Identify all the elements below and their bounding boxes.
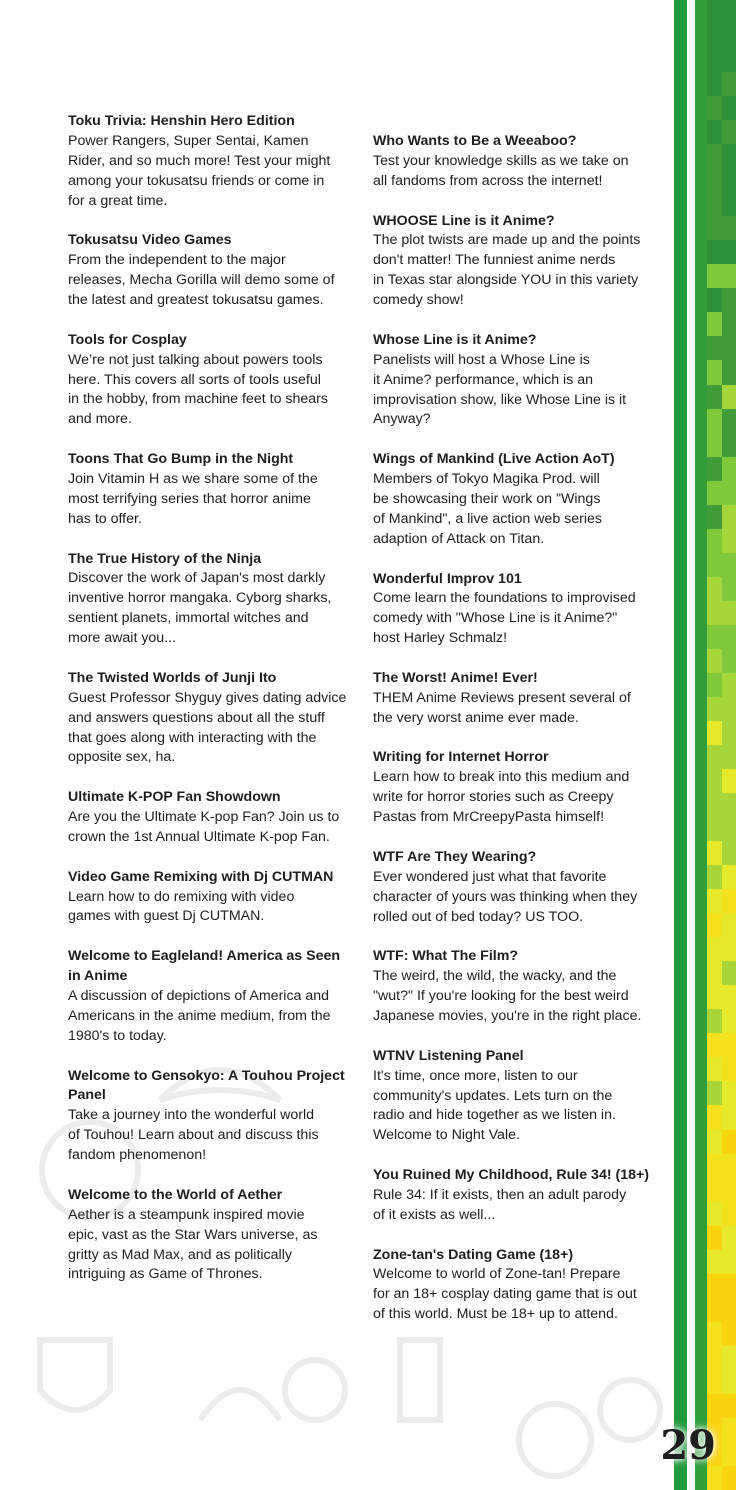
panel-title: You Ruined My Childhood, Rule 34! (18+)	[373, 1167, 650, 1184]
panel-description: Aether is a steampunk inspired movie epic, vast as the Star Wars universe, as gritty as Mad Max, and as politically intriguing as Game of Thrones.	[68, 1206, 318, 1283]
pixel-cell	[707, 216, 722, 241]
panel-description: It's time, once more, listen to our community's updates. Lets turn on the radio and hide together as we listen in. Welcome to Night Vale.	[373, 1067, 616, 1144]
list-item	[68, 669, 358, 769]
panel-title: Wonderful Improv 101	[373, 570, 522, 587]
ring-icon	[600, 1380, 660, 1440]
pixel-cell	[707, 961, 722, 986]
panel-title: WTF: What The Film?	[373, 948, 518, 965]
panel-description: Ever wondered just what that favorite character of yours was thinking when they rolled out of bed today? US TOO.	[373, 868, 638, 925]
pixel-cell	[722, 433, 736, 458]
pixel-cell	[707, 793, 722, 818]
pixel-cell	[722, 336, 736, 361]
panel-title: Welcome to Eagleland! America as Seen in Anime	[68, 948, 341, 985]
panel-title: Zone-tan's Dating Game (18+)	[373, 1246, 574, 1263]
pixel-cell	[707, 1057, 722, 1082]
pixel-cell	[707, 360, 722, 385]
pixel-cell	[722, 697, 736, 722]
pixel-cell	[707, 721, 722, 746]
pixel-cell	[722, 1322, 736, 1347]
pixel-cell	[707, 553, 722, 578]
pixel-cell	[722, 120, 736, 145]
panel-description: Test your knowledge skills as we take on all fandoms from across the internet!	[373, 152, 629, 189]
list-item	[68, 947, 358, 1047]
police-box-icon	[400, 1340, 440, 1420]
pixel-cell	[707, 529, 722, 554]
panel-title: Writing for Internet Horror	[373, 749, 549, 766]
pixel-cell	[707, 168, 722, 193]
pixel-gradient-strip	[707, 0, 736, 1490]
panel-title: The Worst! Anime! Ever!	[373, 669, 538, 686]
pixel-cell	[722, 288, 736, 313]
panel-description: Members of Tokyo Magika Prod. will be showcasing their work on "Wings of Mankind", a live action web series adaption of Attack on Titan.	[373, 471, 602, 547]
pixel-cell	[707, 336, 722, 361]
panel-title: WTNV Listening Panel	[373, 1047, 524, 1064]
claw-icon	[200, 1390, 280, 1420]
panel-description: The weird, the wild, the wacky, and the "wut?" If you're looking for the best weird Japanese movies, you're in the right place.	[373, 968, 642, 1024]
shield-icon	[40, 1340, 110, 1410]
mushroom-icon	[285, 1360, 345, 1420]
pixel-cell	[722, 409, 736, 434]
pixel-cell	[722, 721, 736, 746]
pixel-cell	[707, 385, 722, 410]
panel-description: Guest Professor Shyguy gives dating advice and answers questions about all the stuff that goes along with interacting with the opposite sex, ha.	[68, 689, 347, 766]
panel-title: WTF Are They Wearing?	[373, 848, 537, 865]
panel-description: Power Rangers, Super Sentai, Kamen Rider, and so much more! Test your might among your tokusatsu friends or come in for a great time.	[68, 132, 331, 209]
list-item	[373, 947, 663, 1027]
pixel-cell	[722, 625, 736, 650]
pixel-cell	[722, 1009, 736, 1034]
pixel-cell	[722, 601, 736, 626]
panel-description: Are you the Ultimate K-pop Fan? Join us to crown the 1st Annual Ultimate K-pop Fan.	[68, 809, 340, 845]
list-item	[373, 570, 663, 650]
pixel-cell	[707, 240, 722, 265]
pixel-cell	[722, 1081, 736, 1106]
pixel-cell	[707, 144, 722, 169]
pixel-cell	[722, 48, 736, 73]
list-item	[68, 550, 358, 650]
pixel-cell	[722, 360, 736, 385]
panel-title: Welcome to the World of Aether	[68, 1186, 283, 1203]
pixel-cell	[722, 1346, 736, 1371]
panel-description: From the independent to the major releases, Mecha Gorilla will demo some of the latest and greatest tokusatsu games.	[68, 252, 335, 309]
left-column	[68, 112, 358, 1305]
pixel-cell	[707, 745, 722, 770]
pixel-cell	[707, 457, 722, 482]
pixel-cell	[722, 481, 736, 506]
pixel-cell	[722, 457, 736, 482]
list-item	[68, 788, 358, 848]
list-item	[68, 331, 358, 431]
page-number: 29	[660, 1422, 716, 1469]
panel-description: Take a journey into the wonderful world of Touhou! Learn about and discuss this fandom phenomenon!	[68, 1107, 319, 1164]
list-item	[68, 1067, 358, 1167]
list-item	[373, 212, 663, 312]
pixel-cell	[707, 985, 722, 1010]
pixel-cell	[722, 841, 736, 866]
pixel-cell	[722, 961, 736, 986]
panel-title: Who Wants to Be a Weeaboo?	[373, 133, 577, 149]
pixel-cell	[722, 1154, 736, 1179]
pixel-cell	[707, 120, 722, 145]
pixel-cell	[722, 529, 736, 554]
pixel-cell	[722, 769, 736, 794]
pixel-cell	[707, 697, 722, 722]
pixel-cell	[707, 841, 722, 866]
pixel-cell	[707, 601, 722, 626]
pixel-cell	[707, 1346, 722, 1371]
pixel-cell	[722, 216, 736, 241]
pixel-cell	[707, 577, 722, 602]
list-item	[68, 450, 358, 530]
panel-title: The Twisted Worlds of Junji Ito	[68, 669, 277, 686]
panel-description: The plot twists are made up and the points don't matter! The funniest anime nerds in Texas star alongside YOU in this variety comedy show!	[373, 232, 641, 309]
pixel-cell	[707, 409, 722, 434]
panel-title: Video Game Remixing with Dj CUTMAN	[68, 868, 334, 885]
pixel-cell	[722, 505, 736, 530]
panel-title: Whose Line is it Anime?	[373, 331, 537, 348]
panel-title: Toku Trivia: Henshin Hero Edition	[68, 113, 295, 129]
pixel-cell	[707, 649, 722, 674]
pixel-cell	[707, 264, 722, 289]
pixel-cell	[707, 673, 722, 698]
pixel-cell	[722, 673, 736, 698]
panel-description: Rule 34: If it exists, then an adult parody of it exists as well...	[373, 1186, 627, 1223]
pixel-cell	[707, 192, 722, 217]
pixel-cell	[707, 1033, 722, 1058]
panel-description: Learn how to break into this medium and write for horror stories such as Creepy Pastas from MrCreepyPasta himself!	[373, 769, 630, 826]
panel-description: Welcome to world of Zone-tan! Prepare for an 18+ cosplay dating game that is out of this world. Must be 18+ up to attend.	[373, 1266, 637, 1323]
pixel-cell	[707, 1298, 722, 1323]
pixel-cell	[722, 577, 736, 602]
pixel-cell	[722, 1057, 736, 1082]
pixel-cell	[722, 1178, 736, 1203]
panel-title: Tools for Cosplay	[68, 331, 187, 348]
pixel-cell	[707, 1322, 722, 1347]
pixel-cell	[722, 553, 736, 578]
panel-title: Welcome to Gensokyo: A Touhou Project Panel	[68, 1067, 345, 1104]
panel-title: Ultimate K-POP Fan Showdown	[68, 789, 281, 806]
pixel-cell	[722, 1442, 736, 1467]
stripe-gap	[687, 0, 695, 1490]
pixel-cell	[722, 1394, 736, 1419]
pixel-cell	[707, 817, 722, 842]
pixel-cell	[722, 385, 736, 410]
list-item	[373, 848, 663, 928]
pixel-cell	[722, 745, 736, 770]
pixel-cell	[722, 1418, 736, 1443]
pixel-cell	[707, 1130, 722, 1155]
pixel-cell	[707, 72, 722, 97]
pixel-cell	[722, 1250, 736, 1275]
list-item	[373, 669, 663, 729]
list-item	[68, 112, 358, 212]
list-item	[373, 1166, 663, 1226]
pixel-cell	[707, 1081, 722, 1106]
pixel-cell	[707, 481, 722, 506]
pixel-cell	[707, 937, 722, 962]
panel-description: Discover the work of Japan's most darkly inventive horror mangaka. Cyborg sharks, sentient planets, immortal witches and more await you...	[68, 570, 332, 647]
green-stripe-inner	[695, 0, 707, 1490]
panel-description: THEM Anime Reviews present several of the very worst anime ever made.	[373, 689, 631, 726]
list-item	[373, 331, 663, 431]
panel-title: Tokusatsu Video Games	[68, 232, 232, 249]
pixel-cell	[707, 312, 722, 337]
list-item	[68, 1186, 358, 1286]
pixel-cell	[707, 1105, 722, 1130]
pixel-cell	[722, 1226, 736, 1251]
panel-description: We’re not just talking about powers tools here. This covers all sorts of tools useful in the hobby, from machine feet to shears and more.	[68, 351, 328, 428]
panel-description: A discussion of depictions of America and Americans in the anime medium, from the 1980's to today.	[68, 988, 331, 1044]
pixel-cell	[722, 649, 736, 674]
pixel-cell	[722, 24, 736, 49]
pixel-cell	[722, 264, 736, 289]
pixel-cell	[707, 889, 722, 914]
pixel-cell	[722, 1130, 736, 1155]
pixel-cell	[707, 96, 722, 121]
pixel-cell	[707, 433, 722, 458]
list-item	[373, 748, 663, 828]
pixel-cell	[707, 0, 722, 25]
pixel-cell	[707, 1178, 722, 1203]
pixel-cell	[707, 1250, 722, 1275]
panel-title: WHOOSE Line is it Anime?	[373, 212, 555, 229]
pixel-cell	[707, 1226, 722, 1251]
panel-title: Toons That Go Bump in the Night	[68, 451, 294, 468]
pixel-cell	[707, 625, 722, 650]
panel-description: Come learn the foundations to improvised comedy with "Whose Line is it Anime?" host Harley Schmalz!	[373, 590, 636, 647]
pixel-cell	[722, 1105, 736, 1130]
panel-description: Join Vitamin H as we share some of the most terrifying series that horror anime has to offer.	[68, 470, 318, 527]
right-column	[373, 132, 663, 1345]
pixel-cell	[722, 312, 736, 337]
pixel-cell	[722, 72, 736, 97]
pixel-cell	[707, 1154, 722, 1179]
pixel-cell	[722, 817, 736, 842]
pixel-cell	[722, 985, 736, 1010]
pixel-cell	[722, 1274, 736, 1299]
list-item	[373, 132, 663, 192]
pixel-cell	[722, 1298, 736, 1323]
pixel-cell	[707, 769, 722, 794]
list-item	[373, 1047, 663, 1147]
pixel-cell	[707, 48, 722, 73]
panel-description: Learn how to do remixing with video games with guest Dj CUTMAN.	[68, 888, 295, 925]
pixel-cell	[722, 865, 736, 890]
pixel-cell	[722, 1033, 736, 1058]
pixel-cell	[707, 1202, 722, 1227]
pixel-cell	[722, 937, 736, 962]
panel-title: The True History of the Ninja	[68, 550, 262, 567]
pixel-cell	[707, 1009, 722, 1034]
list-item	[68, 231, 358, 311]
pixel-cell	[707, 1370, 722, 1395]
pixel-cell	[707, 1274, 722, 1299]
green-stripe-outer	[674, 0, 687, 1490]
pixel-cell	[722, 96, 736, 121]
pixel-cell	[707, 288, 722, 313]
pixel-cell	[722, 240, 736, 265]
pixel-cell	[722, 1202, 736, 1227]
pixel-cell	[722, 1466, 736, 1490]
panel-description: Panelists will host a Whose Line is it Anime? performance, which is an improvisation show, like Whose Line is it Anyway?	[373, 351, 627, 428]
pixel-cell	[707, 913, 722, 938]
pentagram-circle-icon	[519, 1404, 591, 1476]
pixel-cell	[722, 192, 736, 217]
pixel-cell	[707, 505, 722, 530]
pixel-cell	[722, 913, 736, 938]
pixel-cell	[722, 889, 736, 914]
panel-title: Wings of Mankind (Live Action AoT)	[373, 451, 615, 468]
pixel-cell	[707, 1394, 722, 1419]
pixel-cell	[722, 0, 736, 25]
list-item	[68, 868, 358, 928]
list-item	[373, 1246, 663, 1326]
list-item	[373, 450, 663, 550]
pixel-cell	[707, 865, 722, 890]
pixel-cell	[722, 793, 736, 818]
pixel-cell	[707, 24, 722, 49]
pixel-cell	[722, 144, 736, 169]
pixel-cell	[722, 168, 736, 193]
pixel-cell	[722, 1370, 736, 1395]
